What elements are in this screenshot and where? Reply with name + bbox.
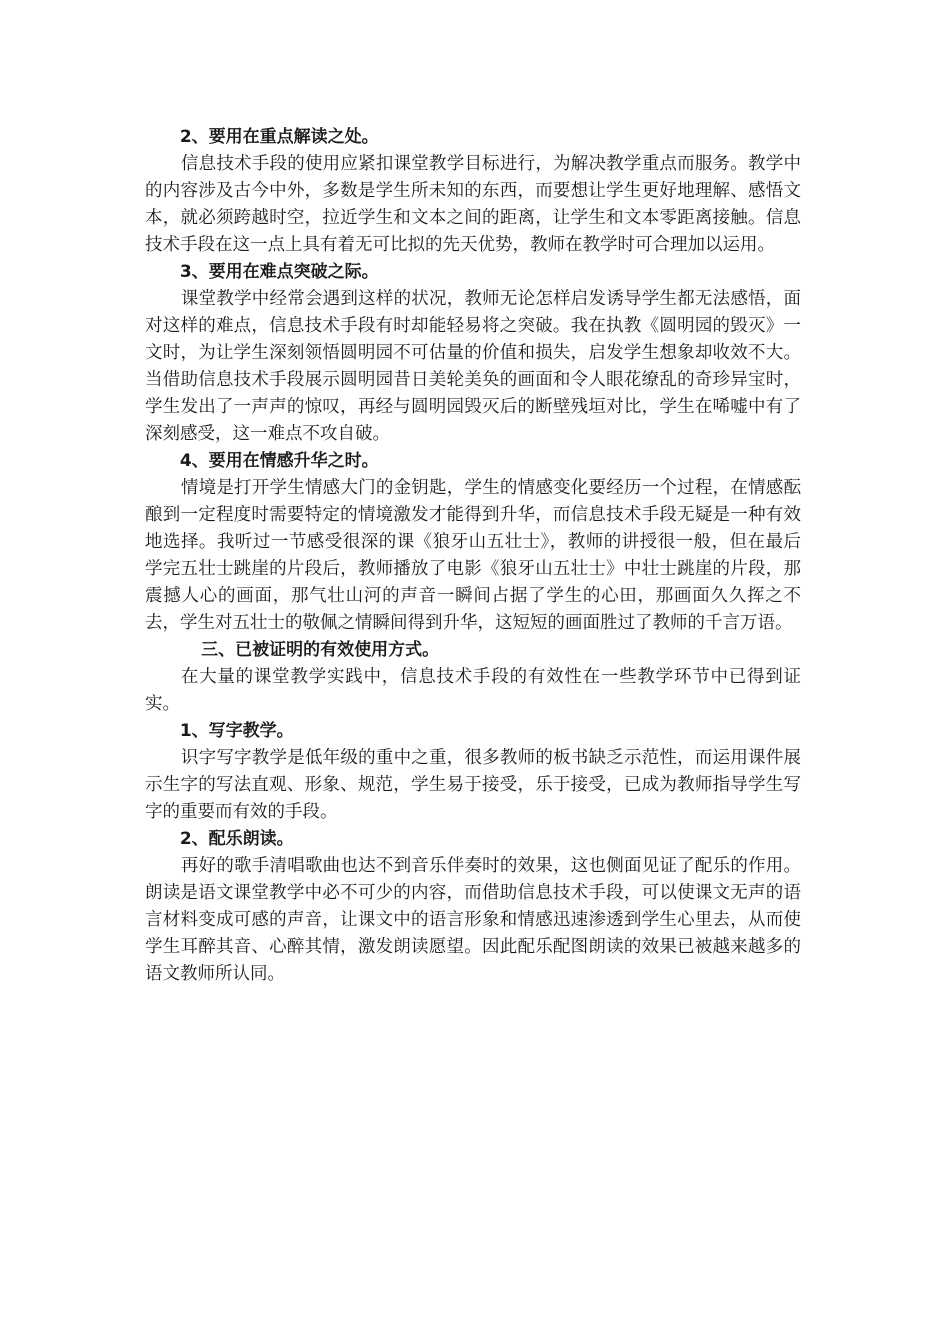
paragraph-key-points: 信息技术手段的使用应紧扣课堂教学目标进行，为解决教学重点而服务。教学中的内容涉及古今中外，多数是学生所未知的东西，而要想让学生更好地理解、感悟文本，就必须跨越时空，拉近学生和文本之间的距离，让学生和文本零距离接触。信息技术手段在这一点上具有着无可比拟的先天优势，教师在教学时可合理加以运用。 bbox=[145, 154, 801, 255]
section-heading-proven-methods: 三、已被证明的有效使用方式。 bbox=[201, 640, 440, 660]
paragraph-writing: 识字写字教学是低年级的重中之重，很多教师的板书缺乏示范性，而运用课件展示生字的写法直观、形象、规范，学生易于接受，乐于接受，已成为教师指导学生写字的重要而有效的手段。 bbox=[145, 748, 801, 822]
subheading-writing: 1、写字教学。 bbox=[179, 721, 294, 741]
paragraph-reading-with-music: 再好的歌手清唱歌曲也达不到音乐伴奏时的效果，这也侧面见证了配乐的作用。朗读是语文课堂教学中必不可少的内容，而借助信息技术手段，可以使课文无声的语言材料变成可感的声音，让课文中的语言形象和情感迅速渗透到学生心里去，从而使学生耳醉其音、心醉其情，激发朗读愿望。因此配乐配图朗读的效果已被越来越多的语文教师所认同。 bbox=[145, 856, 801, 984]
subheading-reading-with-music: 2、配乐朗读。 bbox=[179, 829, 294, 849]
subheading-key-points: 2、要用在重点解读之处。 bbox=[179, 127, 379, 147]
paragraph-emotion: 情境是打开学生情感大门的金钥匙，学生的情感变化要经历一个过程，在情感酝酿到一定程度时需要特定的情境激发才能得到升华，而信息技术手段无疑是一种有效地选择。我听过一节感受很深的课《狼牙山五壮士》，教师的讲授很一般，但在最后学完五壮士跳崖的片段后，教师播放了电影《狼牙山五壮士》中壮士跳崖的片段，那震撼人心的画面，那气壮山河的声音一瞬间占据了学生的心田，那画面久久挥之不去，学生对五壮士的敬佩之情瞬间得到升华，这短短的画面胜过了教师的千言万语。 bbox=[145, 478, 801, 633]
document-body bbox=[145, 124, 801, 988]
subheading-difficult-points: 3、要用在难点突破之际。 bbox=[179, 262, 379, 282]
paragraph-difficult-points: 课堂教学中经常会遇到这样的状况，教师无论怎样启发诱导学生都无法感悟，面对这样的难点，信息技术手段有时却能轻易将之突破。我在执教《圆明园的毁灭》一文时，为让学生深刻领悟圆明园不可估量的价值和损失，启发学生想象却收效不大。当借助信息技术手段展示圆明园昔日美轮美奂的画面和令人眼花缭乱的奇珍异宝时，学生发出了一声声的惊叹，再经与圆明园毁灭后的断壁残垣对比，学生在唏嘘中有了深刻感受，这一难点不攻自破。 bbox=[145, 289, 801, 444]
subheading-emotion: 4、要用在情感升华之时。 bbox=[179, 451, 379, 471]
paragraph-proven-methods-intro: 在大量的课堂教学实践中，信息技术手段的有效性在一些教学环节中已得到证实。 bbox=[145, 667, 801, 714]
